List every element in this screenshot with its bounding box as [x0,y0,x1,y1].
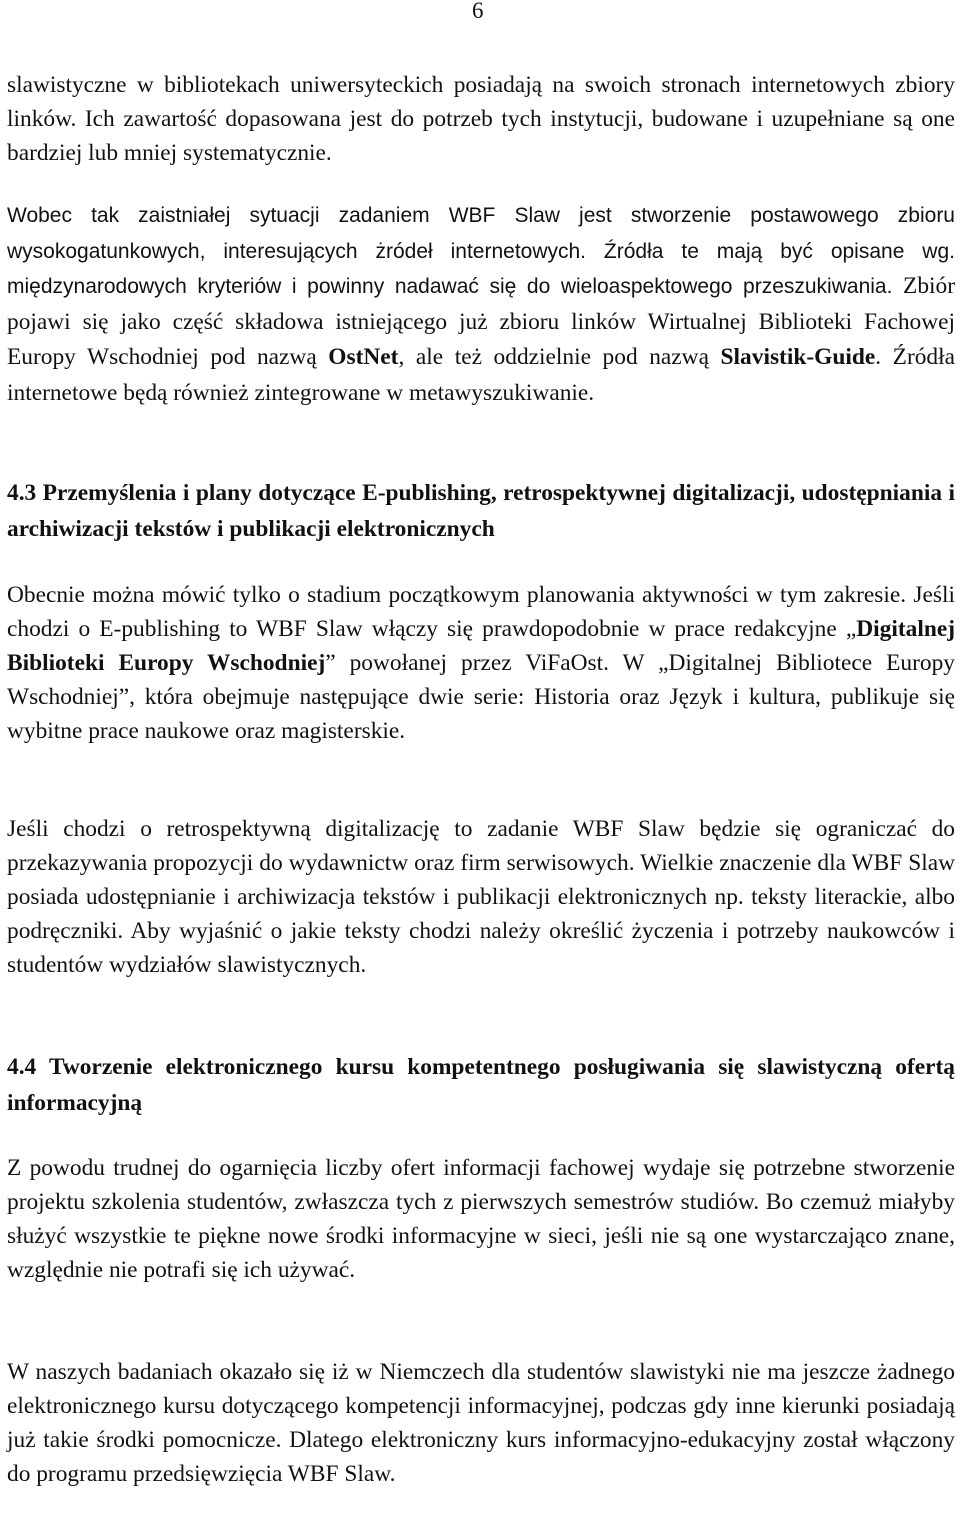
slavistik-guide-term: Slavistik-Guide [720,344,876,370]
paragraph-epublishing [7,578,955,748]
paragraph-digitalization: Jeśli chodzi o retrospektywną digitalizację to zadanie WBF Slaw będzie się ograniczać do przekazywania propozycji do wydawnictw oraz firm serwisowych. Wielkie znaczenie dla WBF Slaw posiada udostępnianie i archiwizacja tekstów i publikacji elektronicznych np. teksty literackie, albo podręczniki. Aby wyjaśnić o jakie teksty chodzi należy określić życzenia i potrzeby naukowców i studentów wydziałów slawistycznych. [7,816,955,978]
heading-4-4: 4.4 Tworzenie elektronicznego kursu kompetentnego posługiwania się slawistyczną ofertą informacyjną [7,1054,955,1116]
ostnet-term: OstNet [328,344,399,370]
epublishing-text-c: ” powołanej przez ViFaOst. W „Digitalnej Bibliotece Europy Wschodniej”, która obejmuje następujące dwie serie: Historia oraz Język i kultura, publikuje się wybitne prace naukowe oraz magisterskie. [7,650,955,744]
epublishing-text-a: Obecnie można mówić tylko o stadium początkowym planowania aktywności w tym zakresie. Jeśli chodzi o E-publishing to WBF Slaw włączy się prawdopodobnie w prace redakcyjne „ [7,582,955,642]
collection-text-d: . Źródła internetowe będą również zintegrowane w metawyszukiwanie. [7,344,956,406]
paragraph-research: W naszych badaniach okazało się iż w Niemczech dla studentów slawistyki nie ma jeszcze żadnego elektronicznego kursu dotyczącego kompetencji informacyjnej, podczas gdy inne kierunki posiadają już takie środki pomocnicze. Dlatego elektroniczny kurs informacyjno-edukacyjny został włączony do programu przedsięwzięcia WBF Slaw. [7,1359,955,1487]
collection-text-a: Zbiór pojawi się jako część składowa istniejącego już zbioru linków Wirtualnej Biblioteki Fachowej Europy Wschodniej pod nazwą [7,273,955,370]
paragraph-wbf-situation-text: Wobec tak zaistniałej sytuacji zadaniem WBF Slaw jest stworzenie postawowego zbioru wysokogatunkowych, interesujących żródeł internetowych. Źródła te mają być opisane wg. międzynarodowych kryteriów i powinny nadawać się do wieloaspektowego przeszukiwania. [7,204,955,298]
collection-text-c: , ale też oddzielnie pod nazwą [398,344,721,370]
page-number-text: 6 [472,0,484,23]
heading-4-3: 4.3 Przemyślenia i plany dotyczące E-publishing, retrospektywnej digitalizacji, udostępniania i archiwizacji tekstów i publikacji elektronicznych [7,480,955,542]
digital-library-term: Digitalnej Biblioteki Europy Wschodniej [7,616,955,676]
paragraph-training: Z powodu trudnej do ogarnięcia liczby ofert informacji fachowej wydaje się potrzebne stworzenie projektu szkolenia studentów, zwłaszcza tych z pierwszych semestrów studiów. Bo czemuż miałyby służyć wszystkie te piękne nowe środki informacyjne w sieci, jeśli nie są one wystarczająco znane, względnie nie potrafi się ich używać. [7,1155,955,1283]
paragraph-wbf-situation [7,198,955,411]
paragraph-intro: slawistyczne w bibliotekach uniwersyteckich posiadają na swoich stronach internetowych zbiory linków. Ich zawartość dopasowana jest do potrzeb tych instytucji, budowane i uzupełniane są one bardziej lub mniej systematycznie. [7,72,955,166]
